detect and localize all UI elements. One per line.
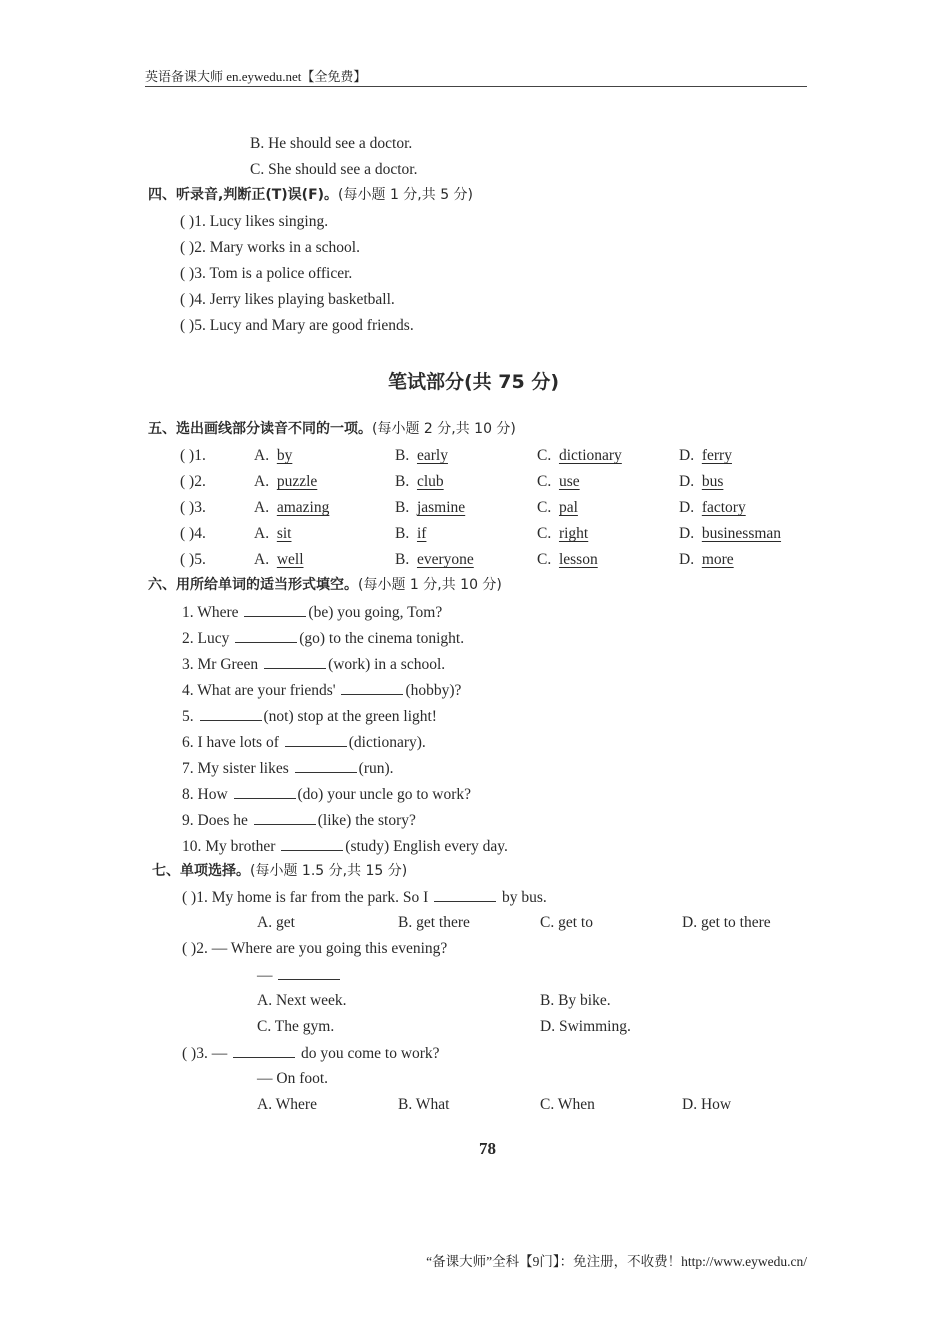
s5-option-d: D. more: [679, 551, 734, 568]
answer-blank[interactable]: [254, 812, 316, 825]
s7-q3-option-b: B. What: [398, 1096, 450, 1113]
s5-option-d: D. businessman: [679, 525, 782, 542]
s5-option-a: A. well: [254, 551, 304, 568]
answer-blank[interactable]: [264, 656, 326, 669]
s5-row: [180, 526, 206, 542]
s4-item-text: Lucy likes singing.: [209, 213, 329, 230]
section6-note: (每小题 1 分,共 10 分): [358, 577, 502, 593]
s7-q1-option-c: C. get to: [540, 914, 593, 931]
answer-blank[interactable]: [278, 967, 340, 980]
s4-item-num: ( )4.: [180, 291, 206, 308]
s5-option-b: B. jasmine: [395, 499, 466, 516]
s6-item: 3. Mr Green (work) in a school.: [182, 656, 446, 673]
s6-item: 5. (not) stop at the green light!: [182, 708, 437, 725]
s4-item-text: Jerry likes playing basketball.: [209, 291, 395, 308]
s7-q2: ( )2. — Where are you going this evening?: [182, 940, 448, 957]
section7-heading: [152, 864, 407, 878]
s4-item-num: ( )1.: [180, 213, 206, 230]
page-header: 英语备课大师 en.eywedu.net【全免费】: [145, 69, 367, 84]
s5-num: ( )2.: [180, 473, 206, 490]
s7-q2-reply: —: [257, 967, 342, 984]
s5-option-c: C. pal: [537, 499, 578, 516]
s7-q2-option-a: A. Next week.: [257, 992, 347, 1009]
prev-option-c: C. She should see a doctor.: [250, 161, 418, 178]
section4-heading: [148, 188, 473, 202]
s4-item-num: ( )3.: [180, 265, 206, 282]
section6-heading: [148, 578, 502, 592]
s6-item: 7. My sister likes (run).: [182, 760, 394, 777]
s5-row: [180, 500, 206, 516]
s5-num: ( )3.: [180, 499, 206, 516]
s4-item-text: Lucy and Mary are good friends.: [209, 317, 414, 334]
written-part-title: 笔试部分(共 75 分): [388, 371, 560, 393]
s7-q2-option-c: C. The gym.: [257, 1018, 335, 1035]
s5-option-a: A. by: [254, 447, 293, 464]
s7-q1-option-b: B. get there: [398, 914, 470, 931]
s5-option-d: D. factory: [679, 499, 746, 516]
s5-option-c: C. right: [537, 525, 589, 542]
s5-option-c: C. dictionary: [537, 447, 622, 464]
answer-blank[interactable]: [234, 786, 296, 799]
section7-note: (每小题 1.5 分,共 15 分): [250, 863, 408, 879]
s5-row: [180, 474, 206, 490]
s5-option-b: B. everyone: [395, 551, 474, 568]
header-rule: [145, 86, 807, 87]
s5-num: ( )5.: [180, 551, 206, 568]
s4-item: [180, 214, 328, 230]
s7-q1-option-d: D. get to there: [682, 914, 771, 931]
s5-option-d: D. ferry: [679, 447, 732, 464]
page-footer: “备课大师”全科【9门】：免注册，不收费！http://www.eywedu.cn/: [426, 1254, 807, 1269]
s5-option-c: C. lesson: [537, 551, 598, 568]
prev-option-b: B. He should see a doctor.: [250, 135, 413, 152]
section6-title: 六、用所给单词的适当形式填空。: [148, 577, 358, 593]
s4-item: [180, 318, 414, 334]
section5-note: (每小题 2 分,共 10 分): [372, 421, 516, 437]
s7-q2-option-d: D. Swimming.: [540, 1018, 631, 1035]
s7-q2-option-b: B. By bike.: [540, 992, 611, 1009]
answer-blank[interactable]: [233, 1045, 295, 1058]
s6-item: 10. My brother (study) English every day.: [182, 838, 508, 855]
s7-q1: ( )1. My home is far from the park. So I by bus.: [182, 889, 547, 906]
s7-q1-option-a: A. get: [257, 914, 295, 931]
answer-blank[interactable]: [200, 708, 262, 721]
s6-item: 2. Lucy (go) to the cinema tonight.: [182, 630, 465, 647]
s6-item: 8. How (do) your uncle go to work?: [182, 786, 471, 803]
answer-blank[interactable]: [341, 682, 403, 695]
answer-blank[interactable]: [281, 838, 343, 851]
s4-item-num: ( )5.: [180, 317, 206, 334]
answer-blank[interactable]: [244, 604, 306, 617]
s4-item-text: Mary works in a school.: [209, 239, 360, 256]
s5-option-d: D. bus: [679, 473, 724, 490]
section5-heading: [148, 422, 516, 436]
s7-q3: ( )3. — do you come to work?: [182, 1045, 440, 1062]
s6-item: 9. Does he (like) the story?: [182, 812, 416, 829]
s5-option-a: A. amazing: [254, 499, 330, 516]
s4-item-num: ( )2.: [180, 239, 206, 256]
s4-item: [180, 292, 395, 308]
s4-item-text: Tom is a police officer.: [209, 265, 353, 282]
s7-q3-option-a: A. Where: [257, 1096, 317, 1113]
s7-q3-option-c: C. When: [540, 1096, 595, 1113]
s6-item: 4. What are your friends' (hobby)?: [182, 682, 462, 699]
s5-row: [180, 448, 206, 464]
s5-row: [180, 552, 206, 568]
section4-title: 四、听录音,判断正(T)误(F)。: [148, 187, 339, 203]
s5-option-a: A. sit: [254, 525, 292, 542]
s4-item: [180, 240, 360, 256]
s5-option-a: A. puzzle: [254, 473, 318, 490]
s6-item: 1. Where (be) you going, Tom?: [182, 604, 443, 621]
s5-option-b: B. if: [395, 525, 427, 542]
s5-num: ( )4.: [180, 525, 206, 542]
s7-q3-option-d: D. How: [682, 1096, 732, 1113]
section5-title: 五、选出画线部分读音不同的一项。: [148, 421, 372, 437]
section4-note: (每小题 1 分,共 5 分): [338, 187, 474, 203]
answer-blank[interactable]: [434, 889, 496, 902]
answer-blank[interactable]: [285, 734, 347, 747]
s5-option-b: B. club: [395, 473, 444, 490]
s5-num: ( )1.: [180, 447, 206, 464]
answer-blank[interactable]: [295, 760, 357, 773]
s5-option-b: B. early: [395, 447, 448, 464]
s6-item: 6. I have lots of (dictionary).: [182, 734, 426, 751]
s7-q3-reply: — On foot.: [257, 1070, 329, 1087]
s4-item: [180, 266, 352, 282]
s5-option-c: C. use: [537, 473, 580, 490]
page-number: 78: [479, 1139, 496, 1158]
answer-blank[interactable]: [235, 630, 297, 643]
section7-title: 七、单项选择。: [152, 863, 250, 879]
